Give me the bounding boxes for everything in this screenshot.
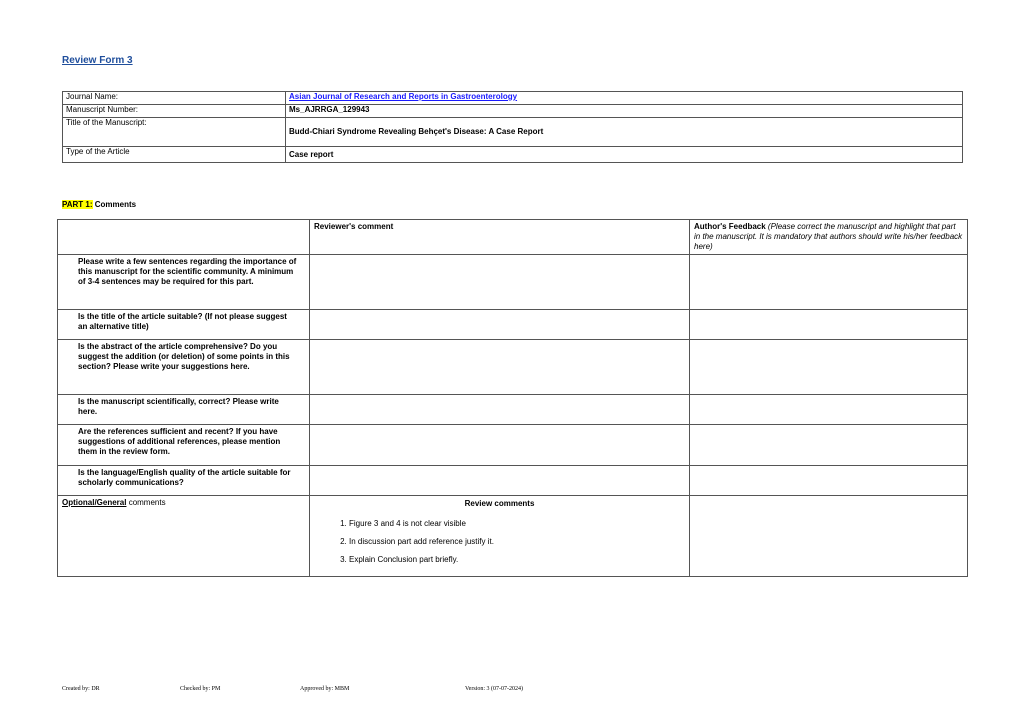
info-row-journal	[63, 92, 963, 105]
question-text: Are the references sufficient and recent? If you have suggestions of additional references, please mention them in the review form.	[58, 425, 310, 466]
form-title: Review Form 3	[62, 55, 133, 66]
review-comment-item: 1. Figure 3 and 4 is not clear visible	[349, 519, 685, 528]
journal-link[interactable]: Asian Journal of Research and Reports in Gastroenterology	[289, 92, 518, 101]
footer-version: Version: 3 (07-07-2024)	[465, 686, 523, 692]
reviewer-comment-cell[interactable]	[310, 466, 690, 496]
author-feedback-cell[interactable]	[690, 255, 968, 310]
info-label: Journal Name:	[63, 92, 286, 105]
part1-label: PART 1:	[62, 200, 93, 209]
reviewer-comment-cell[interactable]	[310, 340, 690, 395]
review-comments-list	[314, 519, 685, 564]
reviewer-comment-cell[interactable]	[310, 255, 690, 310]
question-row	[58, 425, 968, 466]
info-value-journal	[286, 92, 963, 105]
part1-title: Comments	[92, 200, 137, 209]
optional-suffix: comments	[126, 498, 166, 507]
question-row	[58, 395, 968, 425]
review-comment-item: 2. In discussion part add reference justify it.	[349, 537, 685, 546]
author-feedback-cell[interactable]	[690, 496, 968, 577]
reviewer-comment-heading: Reviewer's comment	[314, 222, 394, 231]
author-feedback-cell[interactable]	[690, 425, 968, 466]
author-feedback-cell[interactable]	[690, 395, 968, 425]
question-row	[58, 310, 968, 340]
author-feedback-note: (Please correct the manuscript and highlight that part in the manuscript. It is mandatory that authors should write his/her feedback here)	[694, 222, 963, 251]
header-author-feedback	[690, 220, 968, 255]
question-text: Is the abstract of the article comprehensive? Do you suggest the addition (or deletion) of some points in this section? Please write your suggestions here.	[58, 340, 310, 395]
info-value	[286, 118, 963, 147]
author-feedback-cell[interactable]	[690, 466, 968, 496]
optional-label: Optional/General	[62, 498, 127, 507]
question-row	[58, 255, 968, 310]
comments-table	[57, 219, 968, 577]
info-label: Manuscript Number:	[63, 105, 286, 118]
question-text: Please write a few sentences regarding the importance of this manuscript for the scientific community. A minimum of 3-4 sentences may be required for this part.	[58, 255, 310, 310]
author-feedback-cell[interactable]	[690, 310, 968, 340]
comments-header-row	[58, 220, 968, 255]
author-feedback-heading: Author's Feedback	[694, 222, 766, 231]
question-text: Is the title of the article suitable? (If not please suggest an alternative title)	[58, 310, 310, 340]
info-value: Case report	[286, 147, 963, 163]
review-comment-item: 3. Explain Conclusion part briefly.	[349, 555, 685, 564]
manuscript-title: Budd-Chiari Syndrome Revealing Behçet's Disease: A Case Report	[289, 127, 544, 136]
footer-created-by: Created by: DR	[62, 686, 100, 692]
reviewer-comment-cell[interactable]	[310, 310, 690, 340]
review-comments-cell[interactable]	[310, 496, 690, 577]
info-row-title	[63, 118, 963, 147]
part1-heading	[62, 200, 136, 209]
reviewer-comment-cell[interactable]	[310, 425, 690, 466]
manuscript-info-table	[62, 91, 963, 163]
question-text: Is the manuscript scientifically, correct? Please write here.	[58, 395, 310, 425]
optional-comments-row	[58, 496, 968, 577]
question-row	[58, 340, 968, 395]
footer-approved-by: Approved by: MBM	[300, 686, 350, 692]
info-row-manuscript-number	[63, 105, 963, 118]
question-text: Is the language/English quality of the article suitable for scholarly communications?	[58, 466, 310, 496]
footer-checked-by: Checked by: PM	[180, 686, 221, 692]
header-empty-cell	[58, 220, 310, 255]
info-row-article-type	[63, 147, 963, 163]
reviewer-comment-cell[interactable]	[310, 395, 690, 425]
author-feedback-cell[interactable]	[690, 340, 968, 395]
info-label: Title of the Manuscript:	[63, 118, 286, 147]
info-value: Ms_AJRRGA_129943	[286, 105, 963, 118]
review-comments-heading: Review comments	[464, 499, 535, 508]
header-reviewer	[310, 220, 690, 255]
question-row	[58, 466, 968, 496]
optional-label-cell	[58, 496, 310, 577]
info-label: Type of the Article	[63, 147, 286, 163]
